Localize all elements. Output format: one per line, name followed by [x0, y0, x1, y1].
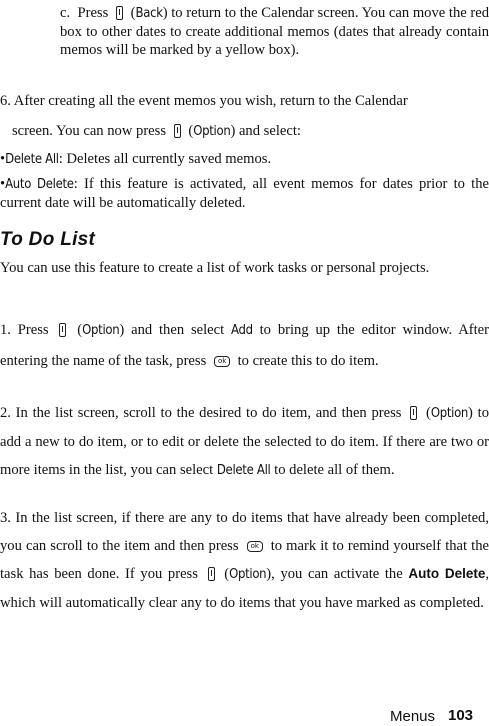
sub-item-marker: c.: [60, 5, 71, 21]
left-softkey-icon: [208, 567, 215, 581]
auto-delete-term: Auto Delete: [408, 566, 486, 581]
left-softkey-icon: [59, 323, 66, 337]
page-number: 103: [448, 707, 474, 724]
todo-step-2: 2. In the list screen, scroll to the desired to do item, and then press (Option) to add a new to do item, or to edit or delete the selected to do item. If there are two or more items in the list, you can select Delete All to delete all of them.: [0, 405, 489, 478]
left-softkey-icon: [116, 6, 123, 20]
step-6-line-2: screen. You can now press (Option) and select:: [12, 123, 301, 139]
add-label: Add: [231, 323, 253, 338]
todo-step-1: 1. Press (Option) and then select Add to bring up the editor window. After entering the name of the task, press ok to create this to do item.: [0, 315, 489, 376]
sub-item-c: c. Press (Back) to return to the Calendar screen. You can move the red box to other dates to create additional memos (dates that already contain memos will be marked by a yellow box).: [60, 5, 489, 58]
bullet-auto-delete: •Auto Delete: If this feature is activated, all event memos for dates prior to the current date will be automatically deleted.: [0, 176, 489, 211]
section-intro: You can use this feature to create a list of work tasks or personal projects.: [0, 260, 430, 276]
step-6-line-1: 6. After creating all the event memos you wish, return to the Calendar: [0, 93, 408, 109]
delete-all-label: Delete All: [216, 463, 271, 478]
bullet-icon: •: [0, 176, 6, 192]
ok-key-icon: [214, 356, 230, 367]
bullet-term: Delete All: [5, 152, 59, 167]
todo-step-3: 3. In the list screen, if there are any to do items that have already been completed, you can scroll to the item and then press ok to mark it to remind yourself that the task has been done. If you press (Option), you can activate the Auto Delete, which will automatically clear any to do items that you have marked as completed.: [0, 504, 489, 617]
option-label: Option: [229, 567, 267, 582]
option-label: Option: [193, 124, 231, 139]
footer-section-label: Menus: [390, 708, 436, 725]
option-label: Option: [430, 406, 469, 421]
bullet-term: Auto Delete: [5, 177, 74, 192]
ok-key-icon: [247, 541, 263, 552]
option-label: Option: [82, 323, 120, 338]
bullet-icon: •: [0, 151, 6, 167]
section-heading: To Do List: [0, 229, 96, 250]
left-softkey-icon: [174, 124, 181, 138]
bullet-delete-all: •Delete All: Deletes all currently saved memos.: [0, 151, 272, 167]
left-softkey-icon: [410, 406, 417, 420]
back-label: Back: [135, 6, 163, 21]
